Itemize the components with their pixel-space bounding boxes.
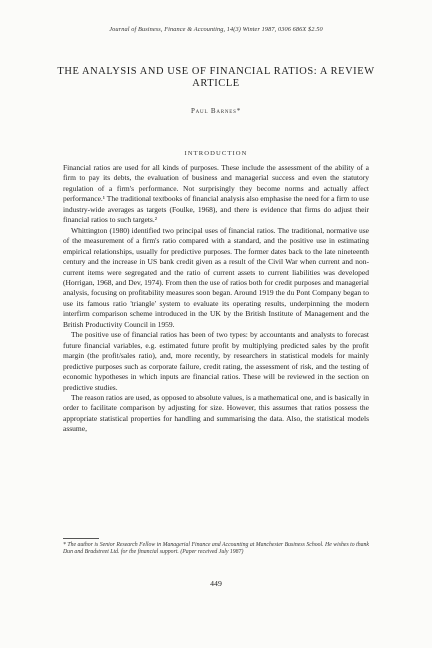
article-title: THE ANALYSIS AND USE OF FINANCIAL RATIOS: A REVIEW ARTICLE — [57, 66, 375, 89]
body-paragraph: Financial ratios are used for all kinds of purposes. These include the assessment of the ability of a firm to pay its debts, the evaluation of business and managerial success and even the statutory regulation of a firm's performance. Not surprisingly they become norms and actually affect performance.¹ The traditional textbooks of financial analysis also emphasise the need for a firm to use industry-wide averages as targets (Foulke, 1968), and there is evidence that firms do adjust their financial ratios to such targets.² — [63, 163, 369, 225]
author-name: Paul Barnes* — [190, 107, 242, 115]
author-footnote: * The author is Senior Research Fellow in Managerial Finance and Accounting at Manchester Business School. He wishes to thank Dun and Bradstreet Ltd. for the financial support. (Paper received July 1987) — [63, 542, 369, 556]
body-paragraph: Whittington (1980) identified two principal uses of financial ratios. The traditional, normative use of the measurement of a firm's ratio compared with a standard, and the positive use in estimating empirical relationships, usually for predictive purposes. The former dates back to the late nineteenth century and the increase in US bank credit given as a result of the Civil War when current and non-current items were segregated and the ratio of current assets to current liabilities was developed (Horrigan, 1968, and Dev, 1974). From then the use of ratios both for credit purposes and managerial analysis, focusing on profitability measures soon began. Around 1919 the du Pont Company began to use its famous ratio 'triangle' system to evaluate its operating results, underpinning the modern interfirm comparison scheme introduced in the UK by the British Institute of Management and the British Productivity Council in 1959. — [63, 225, 369, 329]
body-paragraph: The reason ratios are used, as opposed to absolute values, is a mathematical one, and is basically in order to facilitate comparison by adjusting for size. However, this assumes that ratios possess the appropriate statistical properties for handling and summarising the data. Also, the statistical models assume, — [63, 392, 369, 434]
section-heading: INTRODUCTION — [184, 150, 248, 157]
running-head: Journal of Business, Finance & Accounting, 14(3) Winter 1987, 0306 686X $2.50 — [109, 26, 323, 33]
footnote-rule — [63, 538, 99, 539]
page-number: 449 — [210, 579, 222, 588]
article-body — [63, 163, 369, 435]
body-paragraph: The positive use of financial ratios has been of two types: by accountants and analysts to forecast future financial variables, e.g. estimated future profit by multiplying predicted sales by the profit margin (the profit/sales ratio), and, more recently, by researchers in statistical models for mainly predictive purposes such as corporate failure, credit rating, the assessment of risk, and the testing of economic hypotheses in which inputs are financial ratios. These will be reviewed in the section on predictive studies. — [63, 330, 369, 392]
